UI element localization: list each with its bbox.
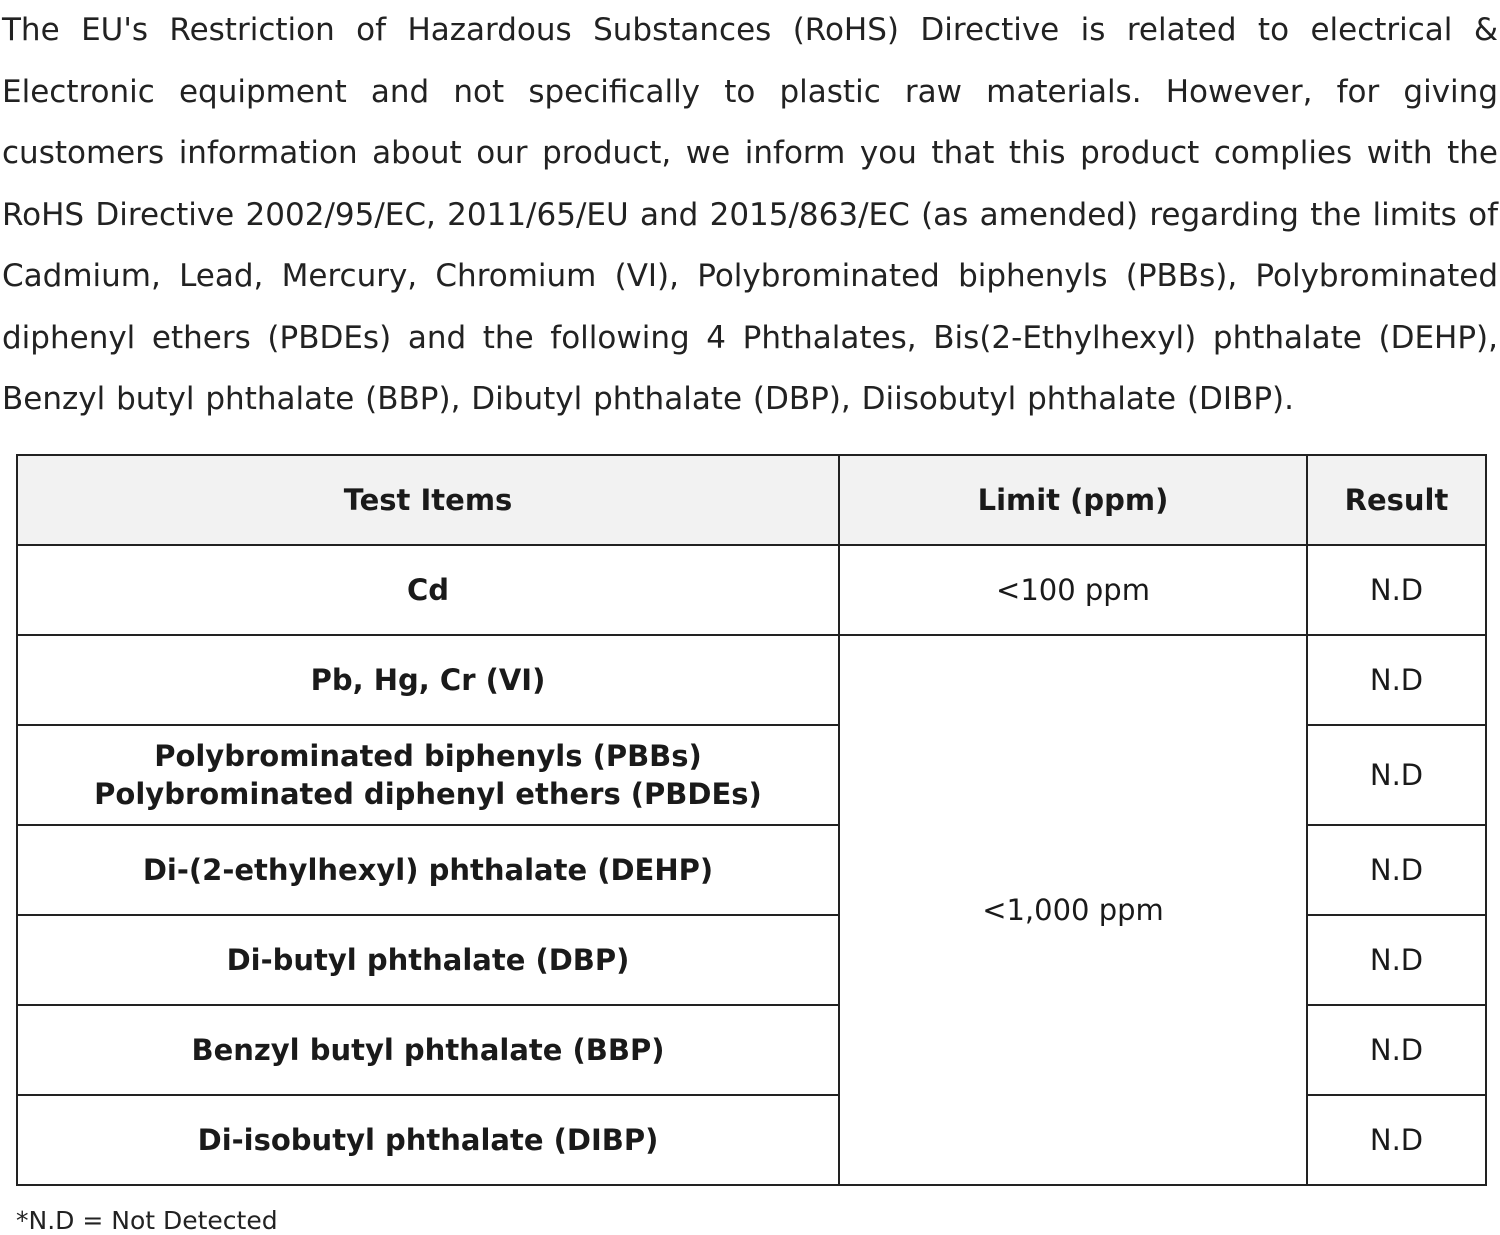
result-cell: N.D — [1307, 1095, 1486, 1185]
intro-line: RoHS Directive 2002/95/EC, 2011/65/EU and 2015/863/EC (as amended) regarding the limits of — [2, 196, 1498, 233]
test-item-name: Di-isobutyl phthalate (DIBP) — [197, 1123, 659, 1157]
test-item-name: Di-butyl phthalate (DBP) — [226, 943, 630, 977]
header-limit: Limit (ppm) — [839, 455, 1307, 545]
test-item-cell — [17, 825, 839, 915]
test-item-name: Polybrominated biphenyls (PBBs) — [154, 739, 702, 773]
footnote: *N.D = Not Detected — [16, 1206, 278, 1235]
intro-line: Cadmium, Lead, Mercury, Chromium (VI), Polybrominated biphenyls (PBBs), Polybrominated — [2, 258, 1498, 294]
intro-line: Electronic equipment and not specifically to plastic raw materials. However, for giving — [2, 73, 1498, 110]
test-item-cell — [17, 725, 839, 825]
test-item-cell — [17, 1005, 839, 1095]
result-cell: N.D — [1307, 915, 1486, 1005]
limit-cell-merged: <1,000 ppm — [839, 635, 1307, 1185]
header-result: Result — [1307, 455, 1486, 545]
table-header-row — [17, 455, 1486, 545]
test-item-name: Cd — [406, 573, 450, 607]
rohs-test-table — [16, 454, 1487, 1186]
intro-paragraph — [2, 0, 1498, 431]
test-item-name: Pb, Hg, Cr (VI) — [310, 663, 546, 697]
test-item-cell — [17, 915, 839, 1005]
test-item-name: Polybrominated diphenyl ethers (PBDEs) — [94, 777, 762, 811]
test-item-name: Di-(2-ethylhexyl) phthalate (DEHP) — [142, 853, 714, 887]
result-cell: N.D — [1307, 825, 1486, 915]
intro-line: Benzyl butyl phthalate (BBP), Dibutyl phthalate (DBP), Diisobutyl phthalate (DIBP). — [2, 381, 1294, 417]
intro-line: diphenyl ethers (PBDEs) and the following 4 Phthalates, Bis(2-Ethylhexyl) phthalate (DEHP), — [2, 319, 1498, 356]
table-row — [17, 545, 1486, 635]
test-item-cell — [17, 635, 839, 725]
intro-line: customers information about our product, we inform you that this product complies with the — [2, 135, 1498, 171]
test-item-name: Benzyl butyl phthalate (BBP) — [191, 1033, 665, 1067]
header-test-items: Test Items — [17, 455, 839, 545]
result-cell: N.D — [1307, 635, 1486, 725]
result-cell: N.D — [1307, 725, 1486, 825]
intro-line: The EU's Restriction of Hazardous Substances (RoHS) Directive is related to electrical & — [2, 12, 1498, 48]
result-cell: N.D — [1307, 1005, 1486, 1095]
result-cell: N.D — [1307, 545, 1486, 635]
test-item-cell — [17, 545, 839, 635]
limit-cell: <100 ppm — [839, 545, 1307, 635]
test-item-cell — [17, 1095, 839, 1185]
table-row — [17, 635, 1486, 725]
